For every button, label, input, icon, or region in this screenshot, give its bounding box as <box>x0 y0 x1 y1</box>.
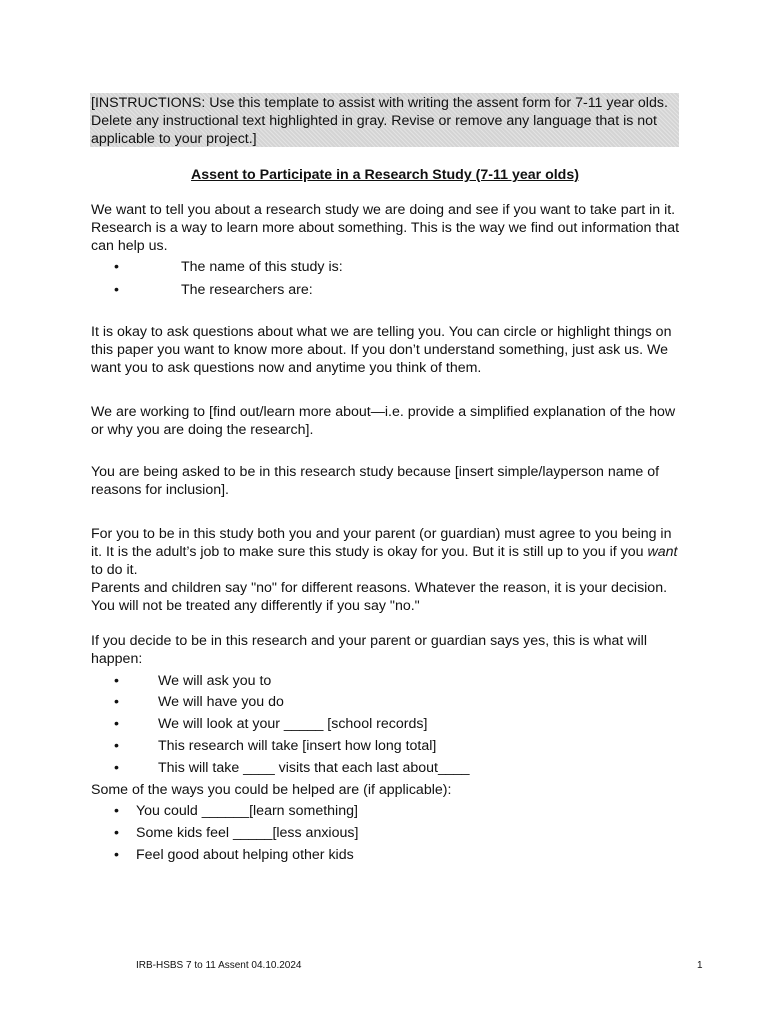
bullet-icon: • <box>114 760 119 776</box>
decision-paragraph: Parents and children say "no" for different reasons. Whatever the reason, it is your decision. You will not be treated any differently if you say "no." <box>91 580 668 614</box>
reason-paragraph: You are being asked to be in this research study because [insert simple/layperson name of reasons for inclusion]. <box>91 464 660 498</box>
footer-page-number: 1 <box>697 960 703 971</box>
bullet-icon: • <box>114 825 119 841</box>
happen-bullet-text: This will take ____ visits that each last about____ <box>158 760 470 776</box>
happen-bullet-text: This research will take [insert how long total] <box>158 738 437 754</box>
document-title: Assent to Participate in a Research Study (7-11 year olds) <box>191 167 579 183</box>
study-bullet-text: The name of this study is: <box>181 259 343 275</box>
bullet-icon: • <box>114 738 119 754</box>
working-paragraph: We are working to [find out/learn more about—i.e. provide a simplified explanation of the how or why you are doing the research]. <box>91 404 676 438</box>
agreement-emphasis: want <box>647 544 678 560</box>
helped-bullet-text: You could ______[learn something] <box>136 803 358 819</box>
agreement-text-end: to do it. <box>91 562 138 578</box>
happen-bullet-text: We will look at your _____ [school records] <box>158 716 428 732</box>
study-bullet-text: The researchers are: <box>181 282 313 298</box>
intro-paragraph: We want to tell you about a research study we are doing and see if you want to take part in it. Research is a way to learn more about something. This is the way we find out information that can help us. <box>91 202 680 254</box>
helped-bullet-text: Feel good about helping other kids <box>136 847 354 863</box>
bullet-icon: • <box>114 716 119 732</box>
happen-bullet-text: We will have you do <box>158 694 284 710</box>
bullet-icon: • <box>114 847 119 863</box>
bullet-icon: • <box>114 259 119 275</box>
instructions-text: [INSTRUCTIONS: Use this template to assist with writing the assent form for 7-11 year olds. Delete any instructional text highlighted in gray. Revise or remove any language that is not applicable to your project.] <box>91 95 668 147</box>
helped-bullet-text: Some kids feel _____[less anxious] <box>136 825 359 841</box>
agreement-paragraph <box>91 525 681 579</box>
bullet-icon: • <box>114 694 119 710</box>
bullet-icon: • <box>114 803 119 819</box>
instructions-highlight <box>90 93 679 147</box>
bullet-icon: • <box>114 673 119 689</box>
happen-bullet-text: We will ask you to <box>158 673 272 689</box>
questions-paragraph: It is okay to ask questions about what we are telling you. You can circle or highlight things on this paper you want to know more about. If you don’t understand something, just ask us. We want you to ask questions now and anytime you think of them. <box>91 324 672 376</box>
agreement-text: For you to be in this study both you and your parent (or guardian) must agree to you being in it. It is the adult’s job to make sure this study is okay for you. But it is still up to you if you <box>91 526 672 560</box>
bullet-icon: • <box>114 282 119 298</box>
helped-paragraph: Some of the ways you could be helped are (if applicable): <box>91 782 452 798</box>
footer-document-id: IRB-HSBS 7 to 11 Assent 04.10.2024 <box>136 960 302 971</box>
what-will-happen-paragraph: If you decide to be in this research and your parent or guardian says yes, this is what will happen: <box>91 633 647 667</box>
